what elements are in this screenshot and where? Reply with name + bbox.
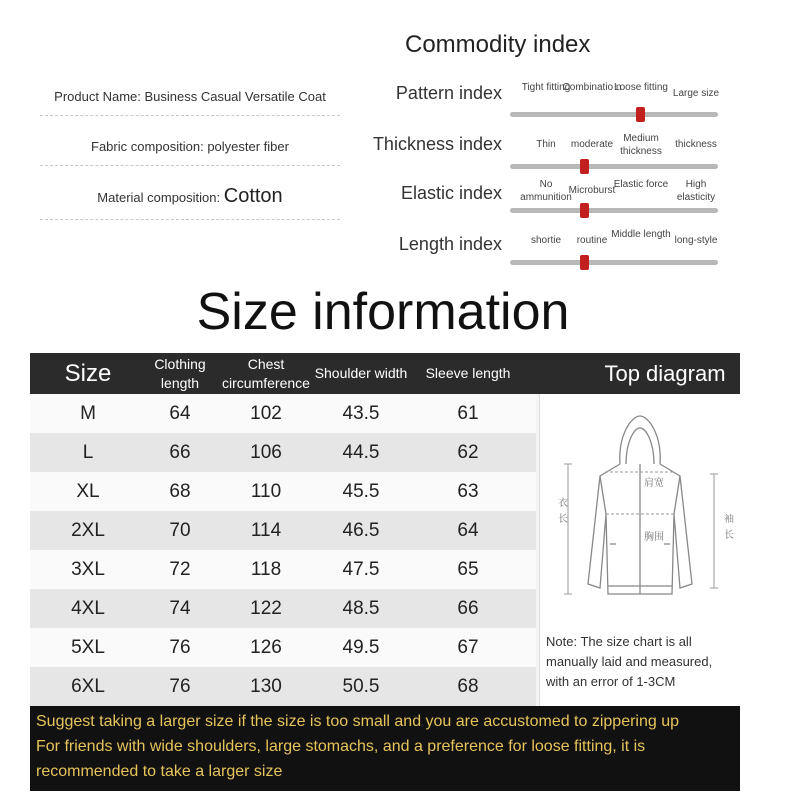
header-size: Size [64, 360, 112, 387]
size-table [30, 353, 740, 791]
table-cell: 50.5 [342, 675, 380, 697]
table-cell: 66 [457, 597, 479, 619]
index-option: Tight fitting [521, 82, 571, 93]
table-cell: 74 [169, 597, 191, 619]
table-cell: 48.5 [342, 597, 380, 619]
advice-line: recommended to take a larger size [36, 763, 283, 780]
table-row [30, 667, 536, 706]
header-clothing-length: Clothing length [154, 355, 206, 391]
table-cell: 102 [250, 402, 282, 424]
table-cell: 118 [250, 558, 282, 580]
table-cell: 68 [169, 480, 191, 502]
sleeve-length-label: 袖长 [724, 514, 734, 541]
table-cell: 43.5 [342, 402, 380, 424]
table-cell: 65 [457, 558, 479, 580]
table-cell: 76 [169, 675, 191, 697]
product-name: Product Name: Business Casual Versatile Coat [54, 89, 326, 104]
index-option: shortie [530, 235, 561, 246]
fabric-composition: Fabric composition: polyester fiber [91, 139, 289, 154]
index-level-marker [636, 107, 645, 122]
table-cell: 61 [457, 402, 479, 424]
size-advice [30, 706, 740, 791]
table-cell: 64 [457, 519, 479, 541]
table-cell: 130 [250, 675, 282, 697]
header-top-diagram: Top diagram [604, 361, 726, 386]
size-table-header [30, 353, 740, 394]
index-option: long-style [674, 235, 718, 246]
table-cell: M [80, 402, 96, 424]
table-cell: 46.5 [342, 519, 380, 541]
table-cell: 6XL [71, 675, 105, 697]
header-shoulder-width: Shoulder width [314, 365, 408, 381]
table-row [30, 628, 536, 667]
product-name-row [40, 89, 340, 104]
index-level-marker [580, 255, 589, 270]
table-row [30, 550, 536, 589]
index-slider [510, 208, 718, 213]
table-row [30, 433, 536, 472]
table-cell: 114 [250, 519, 282, 541]
divider [40, 165, 340, 166]
index-option: Combinatio n [562, 82, 622, 93]
table-row [30, 511, 536, 550]
clothing-length-label: 衣长 [558, 498, 568, 525]
advice-line: For friends with wide shoulders, large stomachs, and a preference for loose fitting, it is [36, 738, 646, 755]
table-row [30, 394, 536, 433]
size-information-title: Size information [196, 283, 570, 341]
table-cell: 72 [169, 558, 191, 580]
table-cell: 66 [169, 441, 191, 463]
table-cell: L [82, 441, 94, 463]
table-cell: 110 [250, 480, 282, 502]
material-value: Cotton [223, 185, 283, 207]
table-cell: 63 [457, 480, 479, 502]
top-diagram-panel [539, 394, 740, 706]
table-row [30, 589, 536, 628]
table-cell: 47.5 [342, 558, 380, 580]
divider [40, 219, 340, 220]
index-option: Elastic force [613, 179, 669, 190]
table-cell: 67 [457, 636, 479, 658]
index-level-marker [580, 159, 589, 174]
table-cell: 126 [250, 636, 282, 658]
table-cell: 44.5 [342, 441, 380, 463]
index-option: Microburst [568, 185, 616, 196]
table-cell: 5XL [71, 636, 105, 658]
index-option: thickness [675, 139, 717, 150]
index-option: Loose fitting [614, 82, 668, 93]
table-cell: 76 [169, 636, 191, 658]
table-cell: 106 [250, 441, 282, 463]
table-cell: XL [76, 480, 100, 502]
table-cell: 62 [457, 441, 479, 463]
header-chest-circumference: Chest circumference [222, 355, 310, 391]
divider [40, 115, 340, 116]
index-slider [510, 260, 718, 265]
table-cell: 45.5 [342, 480, 380, 502]
index-level-marker [580, 203, 589, 218]
table-cell: 70 [169, 519, 191, 541]
advice-line: Suggest taking a larger size if the size is too small and you are accustomed to zippering up [36, 713, 680, 730]
index-option: moderate [570, 139, 614, 150]
index-name: Elastic index [400, 183, 502, 203]
index-name: Length index [398, 234, 502, 254]
jacket-diagram [540, 394, 741, 624]
index-option: Middle length [611, 229, 671, 240]
material-row [40, 185, 340, 208]
index-option: Thin [536, 139, 556, 150]
index-name: Thickness index [372, 134, 502, 154]
commodity-index-title: Commodity index [405, 31, 591, 58]
table-cell: 49.5 [342, 636, 380, 658]
shoulder-width-label: 肩宽 [644, 478, 664, 489]
index-option: Large size [672, 88, 720, 99]
table-row [30, 472, 536, 511]
fabric-row [40, 139, 340, 154]
index-option: routine [576, 235, 608, 246]
index-slider [510, 164, 718, 169]
table-cell: 68 [457, 675, 479, 697]
table-cell: 64 [169, 402, 191, 424]
index-slider [510, 112, 718, 117]
index-option: High elasticity [676, 179, 716, 203]
table-cell: 3XL [71, 558, 105, 580]
material-label: Material composition: [97, 190, 221, 205]
table-cell: 2XL [71, 519, 105, 541]
size-note: Note: The size chart is all manually laid and measured, with an error of 1-3CM [546, 634, 713, 689]
index-option: Medium thickness [620, 133, 662, 157]
table-cell: 4XL [71, 597, 105, 619]
table-cell: 122 [250, 597, 282, 619]
chest-label: 胸围 [644, 532, 664, 543]
index-option: No ammunition [520, 179, 572, 203]
header-sleeve-length: Sleeve length [425, 365, 511, 381]
index-name: Pattern index [395, 83, 502, 103]
